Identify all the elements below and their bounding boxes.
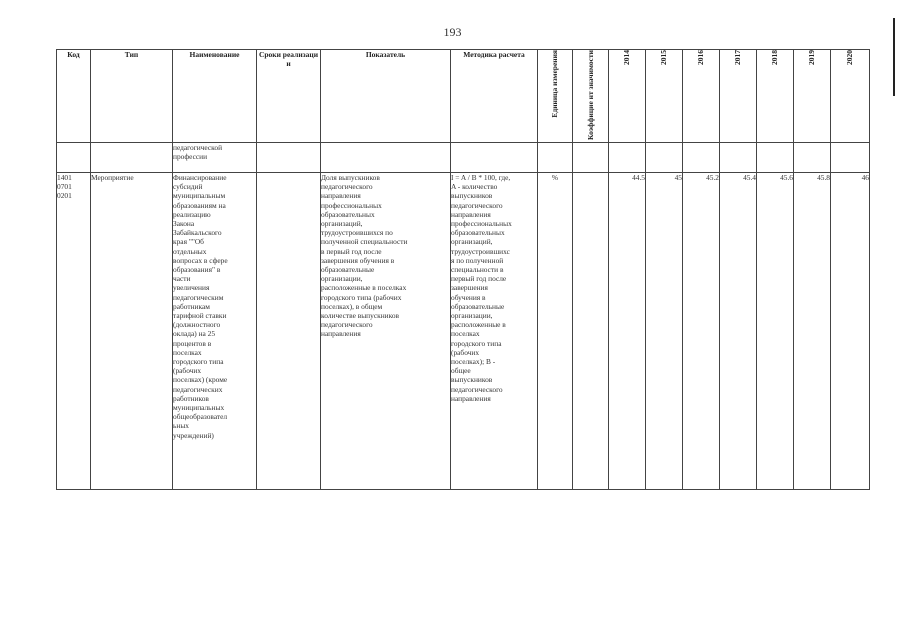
cell-value <box>794 142 831 172</box>
cell-value <box>683 142 720 172</box>
header-year-label: 2015 <box>659 50 668 65</box>
header-year-label: 2014 <box>622 50 631 65</box>
header-unit <box>538 50 573 143</box>
header-type: Тип <box>91 50 173 143</box>
cell-value <box>646 142 683 172</box>
cell-value <box>720 142 757 172</box>
cell-indicator <box>321 142 451 172</box>
header-terms: Сроки реализаци и <box>257 50 321 143</box>
cell-value: 46 <box>831 172 870 489</box>
header-code: Код <box>57 50 91 143</box>
header-indicator: Показатель <box>321 50 451 143</box>
header-method: Методика расчета <box>451 50 538 143</box>
header-coef <box>573 50 609 143</box>
cell-unit <box>538 142 573 172</box>
header-name: Наименование <box>173 50 257 143</box>
cell-terms <box>257 142 321 172</box>
cell-value: 44.5 <box>609 172 646 489</box>
cell-type <box>91 142 173 172</box>
header-year-label: 2020 <box>845 50 854 65</box>
table-row <box>57 172 870 489</box>
header-year <box>609 50 646 143</box>
header-year <box>683 50 720 143</box>
cell-value <box>757 142 794 172</box>
cell-name: Финансирование субсидий муниципальным образованиям на реализацию Закона Забайкальского края ""Об отдельных вопросах в сфере образования" в части увеличения педагогическим работникам тарифной ставки (должностного оклада) на 25 процентов в поселках городского типа (рабочих поселках) (кроме педагогических работников муниципальных общеобразовател ьных учреждений) <box>173 172 257 489</box>
cell-indicator: Доля выпускников педагогического направления профессиональных образовательных организаций, трудоустроившихся по полученной специальности в первый год после завершения обучения в образовательные организации, расположенные в поселках городского типа (рабочих поселках), в общем количестве выпускников педагогического направления <box>321 172 451 489</box>
cell-method <box>451 142 538 172</box>
cell-terms <box>257 172 321 489</box>
cell-type: Мероприятие <box>91 172 173 489</box>
cell-method: I = A / B * 100, где, A - количество выпускников педагогического направления профессиональных образовательных организаций, трудоустроившихс я по полученной специальности в первый год после завершения обучения в образовательные организации, расположенные в поселках городского типа (рабочих поселках); B - общее выпускников педагогического направления <box>451 172 538 489</box>
cell-value <box>831 142 870 172</box>
cell-code <box>57 142 91 172</box>
table-row <box>57 142 870 172</box>
header-row <box>57 50 870 143</box>
indicators-table <box>56 49 870 490</box>
cell-value: 45.6 <box>757 172 794 489</box>
header-year-label: 2018 <box>770 50 779 65</box>
page-number: 193 <box>443 25 462 39</box>
header-year <box>757 50 794 143</box>
cell-value: 45.2 <box>683 172 720 489</box>
header-year <box>720 50 757 143</box>
header-coef-label: Коэффицие нт значимости <box>585 50 595 140</box>
margin-mark <box>893 18 895 96</box>
header-unit-label: Единица измерения <box>550 50 559 118</box>
header-year <box>794 50 831 143</box>
header-year-label: 2019 <box>807 50 816 65</box>
cell-value: 45.8 <box>794 172 831 489</box>
cell-coef <box>573 172 609 489</box>
cell-value: 45.4 <box>720 172 757 489</box>
cell-unit: % <box>538 172 573 489</box>
header-year <box>831 50 870 143</box>
header-year <box>646 50 683 143</box>
cell-coef <box>573 142 609 172</box>
cell-name: педагогической профессии <box>173 142 257 172</box>
cell-value <box>609 142 646 172</box>
header-year-label: 2016 <box>696 50 705 65</box>
cell-code: 1401 0701 0201 <box>57 172 91 489</box>
header-year-label: 2017 <box>733 50 742 65</box>
cell-value: 45 <box>646 172 683 489</box>
